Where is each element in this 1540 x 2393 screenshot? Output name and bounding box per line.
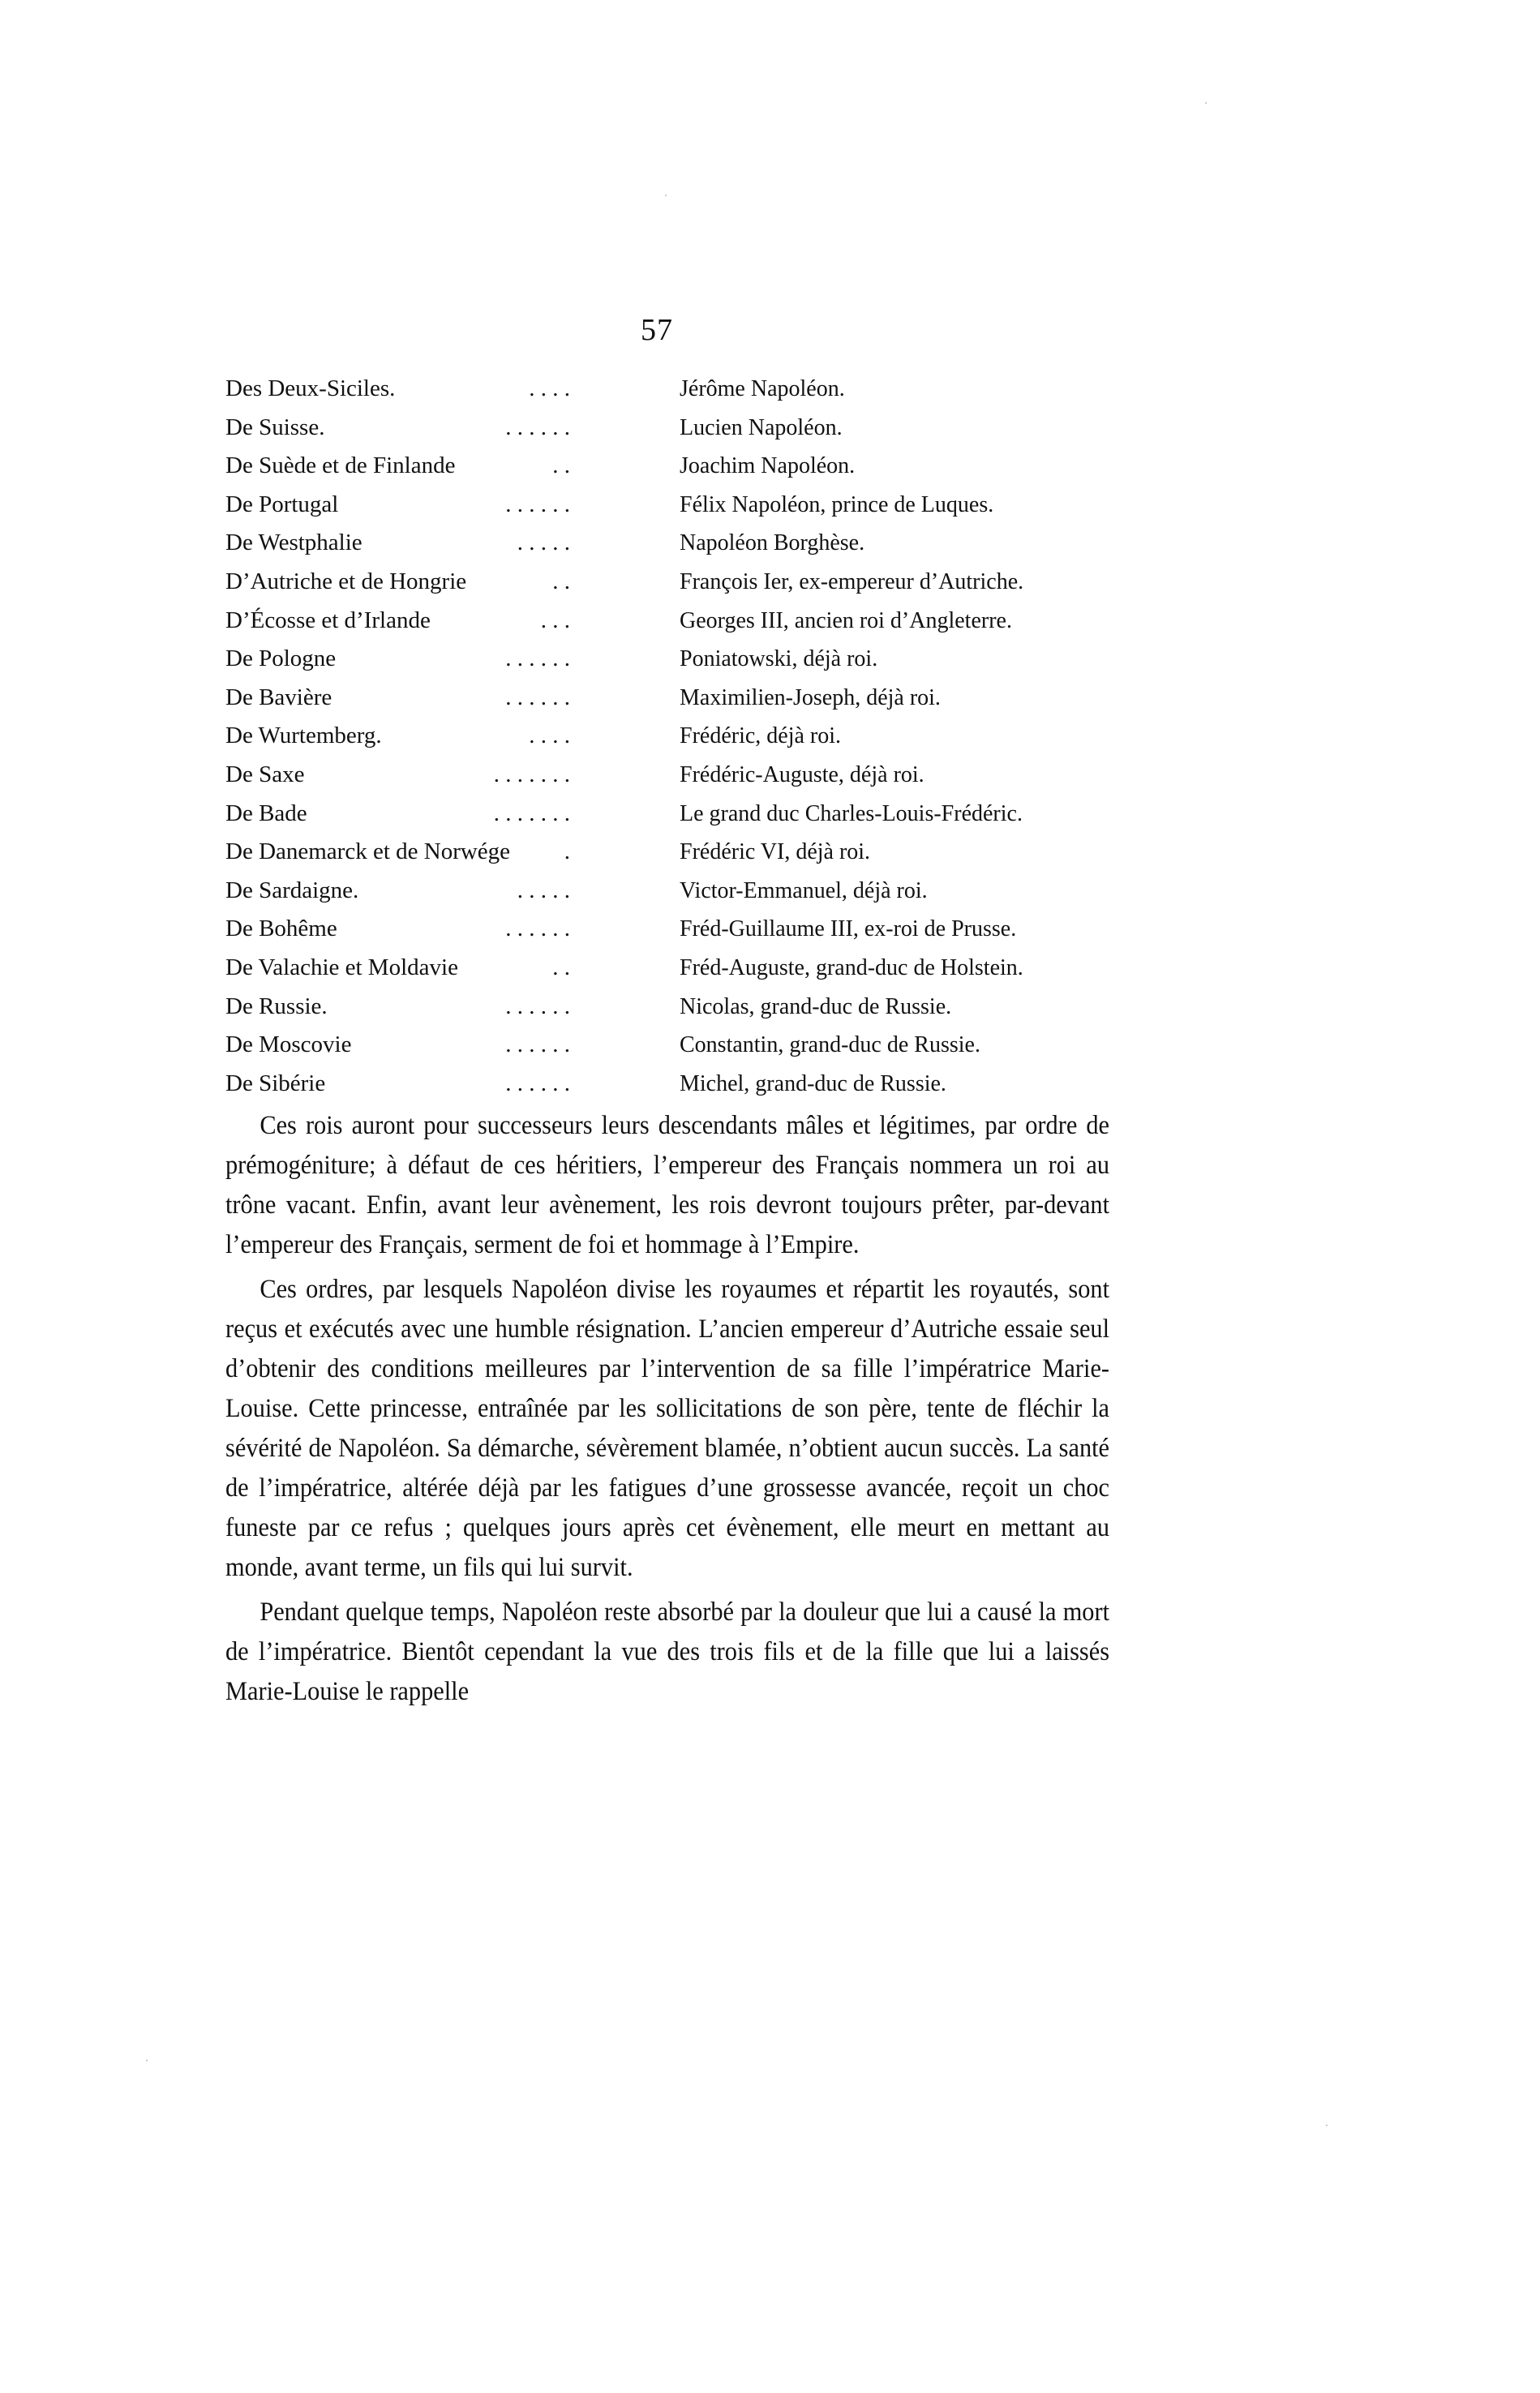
leader-dots: . xyxy=(564,838,570,865)
scan-speck xyxy=(1326,2125,1328,2126)
leader-dots: . . xyxy=(552,452,570,479)
leader-dots: . . . . . xyxy=(517,877,570,903)
list-item xyxy=(225,717,1126,756)
kingdom-name: De Russie. xyxy=(225,993,328,1019)
kingdom-name: De Westphalie xyxy=(225,530,362,556)
king-name: Fréd-Auguste, grand-duc de Holstein. xyxy=(680,954,1023,980)
list-item xyxy=(225,872,1126,911)
paragraph: Ces ordres, par lesquels Napoléon divise les royaumes et répartit les royautés, sont reçus et exécutés avec une humble résignation. L’ancien empereur d’Autriche essaie seul d’obtenir des conditions meilleures par l’intervention de sa fille l’impératrice Marie-Louise. Cette princesse, entraînée par les sollicitations de son père, tente de fléchir la sévérité de Napoléon. Sa démarche, sévèrement blamée, n’obtient aucun succès. La santé de l’impératrice, altérée déjà par les fatigues d’une grossesse avancée, reçoit un choc funeste par ce refus ; quelques jours après cet évènement, elle meurt en mettant au monde, avant terme, un fils qui lui survit. xyxy=(225,1275,1110,1582)
leader-dots: . . . . . . xyxy=(505,414,570,440)
paragraph: Ces rois auront pour successeurs leurs descendants mâles et légitimes, par ordre de prémogéniture; à défaut de ces héritiers, l’empereur des Français nommera un roi au trône vacant. Enfin, avant leur avènement, les rois devront toujours prêter, par-devant l’empereur des Français, serment de foi et hommage à l’Empire. xyxy=(225,1111,1110,1259)
leader-dots: . . . . xyxy=(529,723,570,749)
list-item xyxy=(225,795,1126,834)
scan-speck xyxy=(1205,102,1207,104)
kingdom-name: De Portugal xyxy=(225,491,339,517)
leader-dots: . . . . . . xyxy=(505,916,570,942)
list-item xyxy=(225,988,1126,1027)
list-item xyxy=(225,602,1126,641)
king-name: Maximilien-Joseph, déjà roi. xyxy=(680,684,941,710)
king-name: Frédéric VI, déjà roi. xyxy=(680,839,871,865)
kingdoms-list xyxy=(225,370,1126,1103)
list-item xyxy=(225,409,1126,448)
leader-dots: . . . . . . xyxy=(505,993,570,1019)
kingdom-name: De Sardaigne. xyxy=(225,877,359,903)
list-item xyxy=(225,1065,1126,1104)
body-text xyxy=(225,1106,1109,1717)
leader-dots: . . xyxy=(552,954,570,980)
leader-dots: . . . . . . xyxy=(505,1031,570,1058)
king-name: Georges III, ancien roi d’Angleterre. xyxy=(680,607,1012,633)
king-name: Poniatowski, déjà roi. xyxy=(680,646,878,672)
kingdom-name: De Sibérie xyxy=(225,1070,326,1096)
list-item xyxy=(225,486,1126,525)
king-name: Lucien Napoléon. xyxy=(680,414,843,440)
leader-dots: . . . xyxy=(540,607,570,633)
kingdom-name: De Suède et de Finlande xyxy=(225,452,456,479)
king-name: Nicolas, grand-duc de Russie. xyxy=(680,993,952,1019)
list-item xyxy=(225,370,1126,409)
kingdom-name: Des Deux-Siciles. xyxy=(225,375,396,401)
list-item xyxy=(225,563,1126,602)
leader-dots: . . . . . . xyxy=(505,1070,570,1096)
king-name: Frédéric, déjà roi. xyxy=(680,723,842,749)
paragraph: Pendant quelque temps, Napoléon reste absorbé par la douleur que lui a causé la mort de l’impératrice. Bientôt cependant la vue des trois fils et de la fille que lui a laissés Marie-Louise le rappelle xyxy=(225,1597,1110,1706)
kingdom-name: De Saxe xyxy=(225,761,305,787)
list-item xyxy=(225,910,1126,949)
list-item xyxy=(225,679,1126,718)
kingdom-name: De Moscovie xyxy=(225,1031,352,1058)
list-item xyxy=(225,756,1126,795)
leader-dots: . . . . . . . xyxy=(493,761,570,787)
leader-dots: . . xyxy=(552,568,570,594)
list-item xyxy=(225,447,1126,486)
kingdom-name: De Bavière xyxy=(225,684,332,710)
leader-dots: . . . . . . xyxy=(505,645,570,672)
kingdom-name: De Danemarck et de Norwége xyxy=(225,838,511,865)
leader-dots: . . . . . . xyxy=(505,491,570,517)
page-number: 57 xyxy=(641,313,673,347)
king-name: François Ier, ex-empereur d’Autriche. xyxy=(680,568,1024,594)
list-item xyxy=(225,1026,1126,1065)
kingdom-name: De Bohême xyxy=(225,916,337,942)
king-name: Michel, grand-duc de Russie. xyxy=(680,1070,946,1096)
kingdom-name: De Wurtemberg. xyxy=(225,723,382,749)
kingdom-name: De Suisse. xyxy=(225,414,325,440)
kingdom-name: De Pologne xyxy=(225,645,337,672)
leader-dots: . . . . . . xyxy=(505,684,570,710)
kingdom-name: D’Autriche et de Hongrie xyxy=(225,568,467,594)
list-item xyxy=(225,640,1126,679)
scan-speck xyxy=(665,195,667,196)
king-name: Constantin, grand-duc de Russie. xyxy=(680,1032,980,1058)
list-item xyxy=(225,949,1126,988)
king-name: Joachim Napoléon. xyxy=(680,453,856,479)
leader-dots: . . . . . xyxy=(517,530,570,556)
leader-dots: . . . . xyxy=(529,375,570,401)
kingdom-name: D’Écosse et d’Irlande xyxy=(225,607,431,633)
king-name: Félix Napoléon, prince de Luques. xyxy=(680,491,994,517)
kingdom-name: De Bade xyxy=(225,800,307,826)
kingdom-name: De Valachie et Moldavie xyxy=(225,954,458,980)
king-name: Le grand duc Charles-Louis-Frédéric. xyxy=(680,800,1023,826)
scan-speck xyxy=(146,2060,148,2061)
king-name: Frédéric-Auguste, déjà roi. xyxy=(680,761,924,787)
king-name: Jérôme Napoléon. xyxy=(680,376,845,401)
leader-dots: . . . . . . . xyxy=(493,800,570,826)
list-item xyxy=(225,833,1126,872)
king-name: Napoléon Borghèse. xyxy=(680,530,865,556)
list-item xyxy=(225,524,1126,563)
king-name: Victor-Emmanuel, déjà roi. xyxy=(680,877,928,903)
king-name: Fréd-Guillaume III, ex-roi de Prusse. xyxy=(680,916,1017,942)
